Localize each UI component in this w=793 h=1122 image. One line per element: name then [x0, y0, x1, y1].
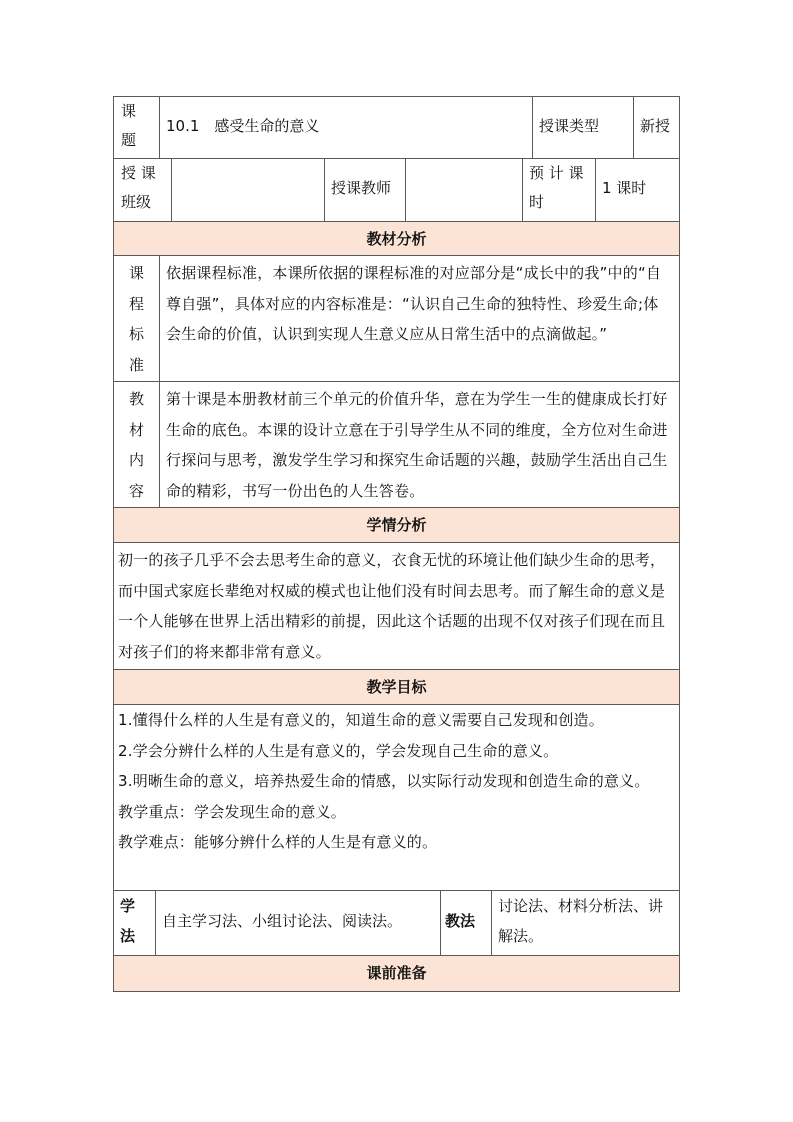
study-method-label: 学 法 [120, 897, 136, 945]
title-row [113, 96, 680, 159]
content-label: 教 材 内 容 [128, 390, 144, 500]
hours-value: 1 课时 [595, 159, 681, 221]
teach-method-label: 教法 [440, 891, 491, 955]
info-row [113, 159, 680, 222]
learner-section-header: 学情分析 [113, 508, 680, 543]
methods-row [113, 891, 680, 956]
content-text: 第十课是本册教材前三个单元的价值升华，意在为学生一生的健康成长打好生命的底色。本课的设计立意在于引导学生从不同的维度，全方位对生命进行探问与思考，激发学生学习和探究生命话题的兴趣，鼓励学生活出自己生命的精彩，书写一份出色的人生答卷。 [159, 382, 679, 507]
hours-label: 预 计 课 时 [522, 159, 595, 221]
key-point: 教学重点：学会发现生命的意义。 [118, 802, 347, 821]
title-label: 课 题 [121, 102, 137, 149]
goals-list [114, 705, 679, 858]
standard-text: 依据课程标准，本课所依据的课程标准的对应部分是“成长中的我”中的“自尊自强”，具体对应的内容标准是：“认识自己生命的独特性、珍爱生命;体会生命的价值，认识到实现人生意义应从日常生活中的点滴做起。” [159, 256, 679, 381]
goals-section-header: 教学目标 [113, 670, 680, 705]
goal-item: 3.明晰生命的意义，培养热爱生命的情感，以实际行动发现和创造生命的意义。 [118, 772, 650, 790]
type-label: 授课类型 [532, 97, 633, 158]
prep-section-header: 课前准备 [113, 956, 680, 992]
goals-row [113, 705, 680, 891]
analysis-section-header: 教材分析 [113, 222, 680, 256]
class-value [171, 159, 324, 221]
lesson-title: 10.1 感受生命的意义 [159, 97, 532, 158]
study-method-text: 自主学习法、小组讨论法、阅读法。 [155, 891, 440, 955]
teacher-label: 授课教师 [324, 159, 405, 221]
learner-row [113, 543, 680, 670]
content-row [113, 382, 680, 508]
class-label: 授 课 班级 [121, 164, 156, 211]
lesson-plan-table [113, 96, 680, 992]
teacher-value [405, 159, 522, 221]
type-value: 新授 [633, 97, 681, 158]
difficult-point: 教学难点：能够分辨什么样的人生是有意义的。 [118, 833, 438, 851]
goal-item: 1.懂得什么样的人生是有意义的，知道生命的意义需要自己发现和创造。 [118, 711, 604, 729]
learner-text: 初一的孩子几乎不会去思考生命的意义，衣食无忧的环境让他们缺少生命的思考，而中国式家庭长辈绝对权威的模式也让他们没有时间去思考。而了解生命的意义是一个人能够在世界上活出精彩的前提，因此这个话题的出现不仅对孩子们现在而且对孩子们的将来都非常有意义。 [118, 551, 666, 661]
teach-method-text: 讨论法、材料分析法、讲解法。 [491, 891, 679, 955]
goal-item: 2.学会分辨什么样的人生是有意义的，学会发现自己生命的意义。 [118, 741, 559, 760]
standard-label: 课 程 标 准 [128, 264, 144, 374]
standard-row [113, 256, 680, 382]
